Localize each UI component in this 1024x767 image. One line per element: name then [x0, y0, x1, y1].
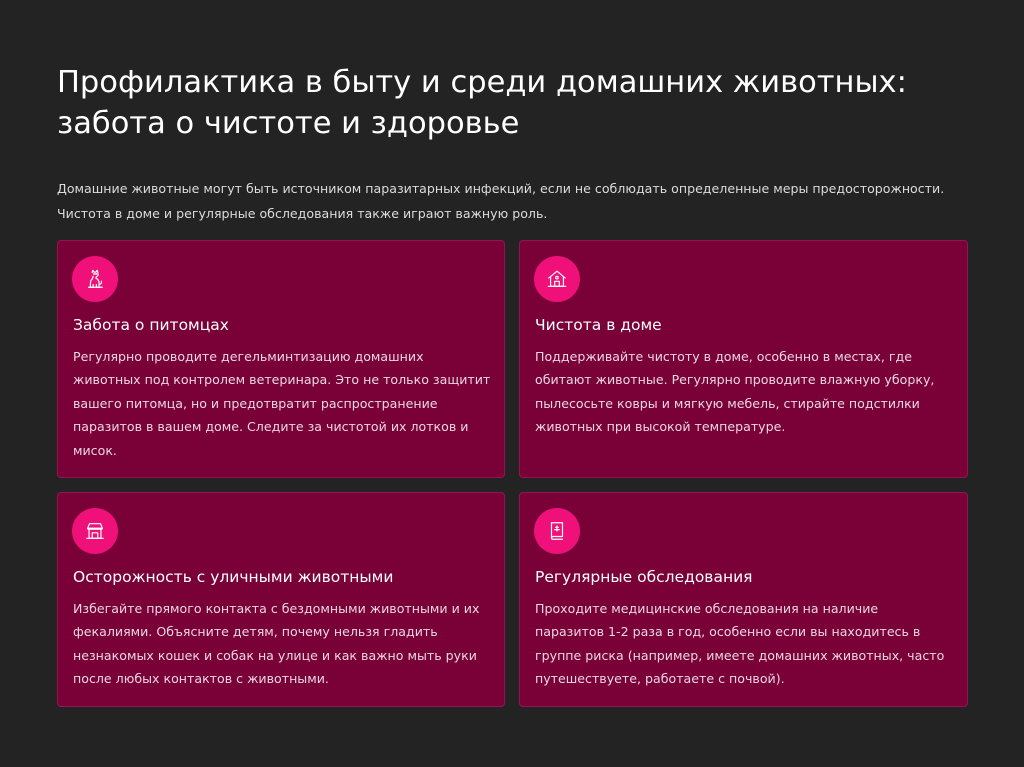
card-street-animals: [57, 492, 505, 707]
intro-line: Домашние животные могут быть источником паразитарных инфекций, если не соблюдать определенные меры предосторожности.: [57, 181, 945, 196]
card-body-line: мисок.: [73, 442, 117, 458]
card-body-line: животных под контролем ветеринара. Это не только защитит: [73, 372, 491, 388]
card-body-line: паразитов в вашем доме. Следите за чистотой их лотков и: [73, 419, 469, 435]
card-body: [73, 345, 490, 462]
card-body-line: животных при высокой температуре.: [535, 419, 786, 435]
card-body: [535, 597, 944, 691]
card-body-line: Поддерживайте чистоту в доме, особенно в местах, где: [535, 349, 912, 364]
page-title-line: Профилактика в быту и среди домашних животных:: [57, 65, 907, 100]
card-body-line: паразитов 1-2 раза в год, особенно если вы находитесь в: [535, 624, 921, 640]
intro-line: Чистота в доме и регулярные обследования также играют важную роль.: [57, 206, 548, 221]
intro-text: [57, 176, 977, 226]
page-title: [57, 62, 977, 144]
card-title: Осторожность с уличными животными: [73, 568, 394, 586]
card-body-line: путешествуете, работаете с почвой).: [535, 671, 785, 687]
card-body: [535, 345, 934, 439]
card-body-line: Избегайте прямого контакта с бездомными животными и их: [73, 601, 480, 616]
card-body: [73, 597, 479, 691]
card-pet-care: [57, 240, 505, 478]
dog-icon: [72, 256, 118, 302]
page-title-line: забота о чистоте и здоровье: [57, 106, 520, 141]
card-title: Чистота в доме: [535, 316, 662, 334]
kennel-icon: [72, 508, 118, 554]
card-body-line: группе риска (например, имеете домашних животных, часто: [535, 647, 945, 663]
card-body-line: вашего питомца, но и предотвратит распространение: [73, 395, 438, 411]
card-body-line: Регулярно проводите дегельминтизацию домашних: [73, 349, 424, 364]
card-body-line: обитают животные. Регулярно проводите влажную уборку,: [535, 372, 935, 388]
card-body-line: незнакомых кошек и собак на улице и как важно мыть руки: [73, 647, 477, 663]
card-regular-checkups: [519, 492, 968, 707]
card-home-cleanliness: [519, 240, 968, 478]
card-body-line: после любых контактов с животными.: [73, 671, 329, 687]
card-title: Забота о питомцах: [73, 316, 229, 334]
card-body-line: пылесосьте ковры и мягкую мебель, стирайте подстилки: [535, 395, 920, 411]
card-body-line: фекалиями. Объясните детям, почему нельзя гладить: [73, 624, 438, 640]
card-title: Регулярные обследования: [535, 568, 753, 586]
house-icon: [534, 256, 580, 302]
medical-book-icon: [534, 508, 580, 554]
card-body-line: Проходите медицинские обследования на наличие: [535, 601, 879, 616]
